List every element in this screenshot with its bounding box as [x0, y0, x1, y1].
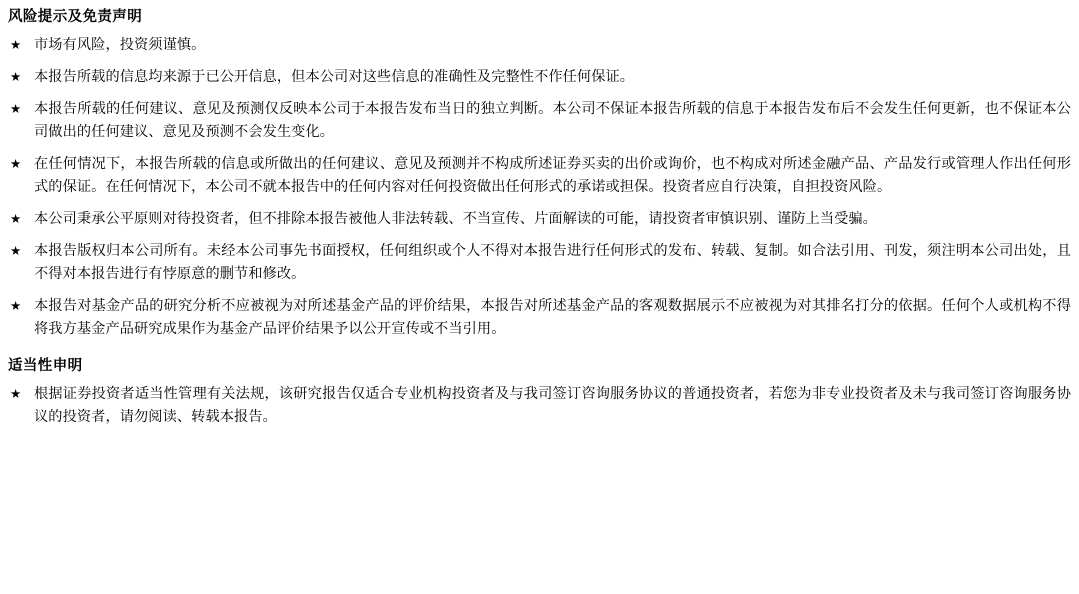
- list-item-text: 在任何情况下，本报告所载的信息或所做出的任何建议、意见及预测并不构成所述证券买卖的出价或询价，也不构成对所述金融产品、产品发行或管理人作出任何形式的保证。在任何情况下，本公司不就本报告中的任何内容对任何投资做出任何形式的承诺或担保。投资者应自行决策，自担投资风险。: [34, 155, 1071, 195]
- star-bullet-icon: ★: [10, 36, 22, 52]
- list-item-text: 市场有风险，投资须谨慎。: [34, 36, 206, 53]
- star-bullet-icon: ★: [10, 210, 22, 226]
- list-item: [8, 208, 1071, 231]
- star-bullet-icon: ★: [10, 100, 22, 116]
- list-item: [8, 295, 1071, 341]
- star-bullet-icon: ★: [10, 385, 22, 401]
- star-bullet-icon: ★: [10, 242, 22, 258]
- star-bullet-icon: ★: [10, 297, 22, 313]
- suitability-statement-section: [8, 355, 1071, 429]
- star-bullet-icon: ★: [10, 68, 22, 84]
- list-item-text: 本报告所载的任何建议、意见及预测仅反映本公司于本报告发布当日的独立判断。本公司不保证本报告所载的信息于本报告发布后不会发生任何更新，也不保证本公司做出的任何建议、意见及预测不会发生变化。: [34, 100, 1071, 140]
- list-item: [8, 98, 1071, 144]
- risk-disclaimer-section: [8, 6, 1071, 341]
- star-bullet-icon: ★: [10, 155, 22, 171]
- section-heading-suitability: 适当性申明: [8, 356, 83, 374]
- section-heading-risk: 风险提示及免责声明: [8, 8, 143, 25]
- list-item: [8, 153, 1071, 199]
- list-item-text: 本报告版权归本公司所有。未经本公司事先书面授权，任何组织或个人不得对本报告进行任何形式的发布、转载、复制。如合法引用、刊发，须注明本公司出处，且不得对本报告进行有悖原意的删节和修改。: [34, 242, 1071, 282]
- list-item: [8, 66, 1071, 89]
- list-item-text: 根据证券投资者适当性管理有关法规，该研究报告仅适合专业机构投资者及与我司签订咨询服务协议的普通投资者，若您为非专业投资者及未与我司签订咨询服务协议的投资者，请勿阅读、转载本报告。: [34, 385, 1071, 425]
- list-item-text: 本报告所载的信息均来源于已公开信息，但本公司对这些信息的准确性及完整性不作任何保证。: [34, 68, 635, 85]
- list-item-text: 本公司秉承公平原则对待投资者，但不排除本报告被他人非法转载、不当宣传、片面解读的可能，请投资者审慎识别、谨防上当受骗。: [34, 210, 877, 227]
- list-item: [8, 34, 1071, 57]
- suitability-statement-list: [8, 383, 1071, 429]
- list-item: [8, 383, 1071, 429]
- risk-disclaimer-list: [8, 34, 1071, 341]
- list-item: [8, 240, 1071, 286]
- list-item-text: 本报告对基金产品的研究分析不应被视为对所述基金产品的评价结果，本报告对所述基金产品的客观数据展示不应被视为对其排名打分的依据。任何个人或机构不得将我方基金产品研究成果作为基金产品评价结果予以公开宣传或不当引用。: [34, 297, 1071, 337]
